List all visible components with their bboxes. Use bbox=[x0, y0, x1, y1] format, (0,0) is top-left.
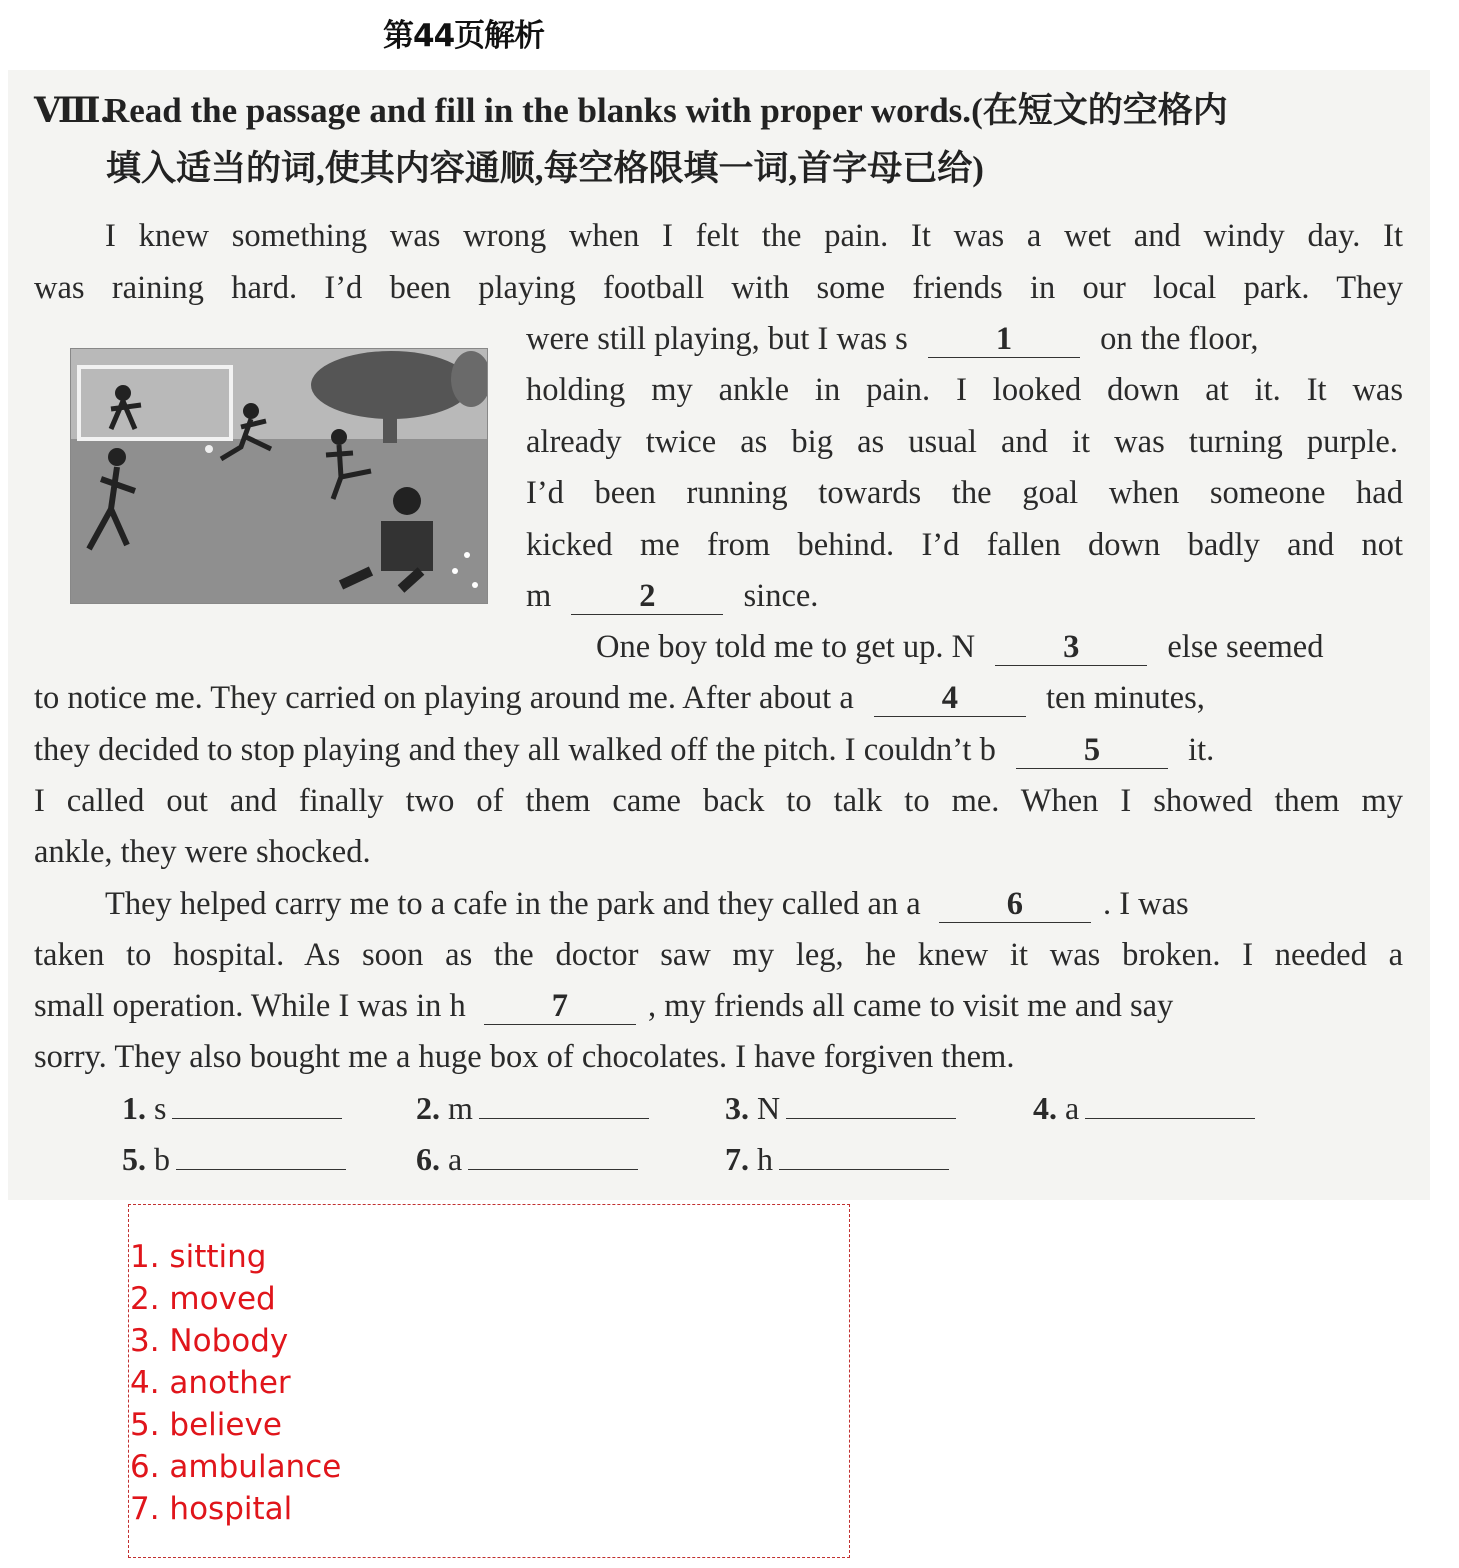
blank-2: 2 bbox=[571, 578, 723, 615]
option-letter: b bbox=[154, 1141, 170, 1177]
option-letter: N bbox=[757, 1090, 781, 1126]
football-illustration-image bbox=[70, 348, 488, 604]
passage-text: They helped carry me to a cafe in the park and they called an a bbox=[105, 886, 921, 922]
instruction-cn-1: (在短文的空格内 bbox=[971, 91, 1228, 130]
option-number: 2. bbox=[416, 1090, 440, 1126]
blank-6: 6 bbox=[939, 886, 1091, 923]
option-7 bbox=[725, 1141, 949, 1178]
passage-text: m bbox=[526, 578, 552, 614]
passage-line bbox=[34, 986, 1173, 1026]
exercise-heading bbox=[34, 82, 1414, 198]
blank-5: 5 bbox=[1016, 732, 1168, 769]
option-letter: a bbox=[448, 1141, 463, 1177]
option-number: 4. bbox=[1033, 1090, 1057, 1126]
passage-line: taken to hospital. As soon as the doctor saw my leg, he knew it was broken. I needed a bbox=[34, 937, 1403, 973]
passage-line bbox=[105, 884, 1189, 924]
answer-item: 4. another bbox=[130, 1365, 291, 1401]
option-3 bbox=[725, 1090, 956, 1127]
passage-text: . I was bbox=[1102, 886, 1189, 922]
answer-line bbox=[786, 1090, 956, 1119]
answer-line bbox=[468, 1141, 638, 1170]
passage-line: holding my ankle in pain. I looked down at it. It was bbox=[526, 372, 1403, 408]
passage-text: One boy told me to get up. N bbox=[596, 629, 976, 665]
passage-text: else seemed bbox=[1167, 629, 1324, 665]
option-number: 7. bbox=[725, 1141, 749, 1177]
passage-text: were still playing, but I was s bbox=[526, 321, 908, 357]
blank-4: 4 bbox=[874, 680, 1026, 717]
passage-line: I knew something was wrong when I felt the pain. It was a wet and windy day. It bbox=[105, 218, 1403, 254]
passage-line: sorry. They also bought me a huge box of chocolates. I have forgiven them. bbox=[34, 1039, 1015, 1075]
passage-line: I’d been running towards the goal when someone had bbox=[526, 475, 1403, 511]
passage-text: it. bbox=[1188, 732, 1215, 768]
passage-line: I called out and finally two of them came back to talk to me. When I showed them my bbox=[34, 783, 1403, 819]
passage-line bbox=[526, 319, 1259, 359]
option-letter: a bbox=[1065, 1090, 1080, 1126]
passage-line bbox=[596, 627, 1323, 667]
answer-item: 7. hospital bbox=[130, 1491, 293, 1527]
instruction-en: Read the passage and fill in the blanks with proper words. bbox=[104, 91, 972, 130]
answer-line bbox=[172, 1090, 342, 1119]
instruction-cn-2: 填入适当的词,使其内容通顺,每空格限填一词,首字母已给) bbox=[106, 149, 984, 188]
passage-text: , my friends all came to visit me and say bbox=[648, 988, 1174, 1024]
option-letter: m bbox=[448, 1090, 473, 1126]
blank-7: 7 bbox=[484, 988, 636, 1025]
answer-line bbox=[176, 1141, 346, 1170]
answer-item: 2. moved bbox=[130, 1281, 276, 1317]
option-5 bbox=[122, 1141, 346, 1178]
passage-line: kicked me from behind. I’d fallen down badly and not bbox=[526, 527, 1403, 563]
passage-text: on the floor, bbox=[1100, 321, 1259, 357]
passage-text: since. bbox=[743, 578, 819, 614]
section-numeral: Ⅷ. bbox=[34, 91, 110, 130]
option-number: 1. bbox=[122, 1090, 146, 1126]
option-1 bbox=[122, 1090, 342, 1127]
answer-item: 5. believe bbox=[130, 1407, 282, 1443]
passage-text: to notice me. They carried on playing around me. After about a bbox=[34, 680, 854, 716]
option-number: 5. bbox=[122, 1141, 146, 1177]
passage-line: ankle, they were shocked. bbox=[34, 834, 371, 870]
passage-line bbox=[526, 576, 818, 616]
passage-line bbox=[34, 678, 1205, 718]
answer-line bbox=[779, 1141, 949, 1170]
passage-text: small operation. While I was in h bbox=[34, 988, 466, 1024]
passage-text: ten minutes, bbox=[1046, 680, 1205, 716]
answer-line bbox=[479, 1090, 649, 1119]
option-6 bbox=[416, 1141, 638, 1178]
passage-line bbox=[34, 730, 1214, 770]
answer-line bbox=[1085, 1090, 1255, 1119]
passage-text: they decided to stop playing and they all walked off the pitch. I couldn’t b bbox=[34, 732, 996, 768]
passage-line: was raining hard. I’d been playing football with some friends in our local park. They bbox=[34, 270, 1403, 306]
page-title: 第44页解析 bbox=[383, 18, 545, 54]
answer-item: 1. sitting bbox=[130, 1239, 267, 1275]
blank-1: 1 bbox=[928, 321, 1080, 358]
option-number: 3. bbox=[725, 1090, 749, 1126]
passage-line: already twice as big as usual and it was turning purple. bbox=[526, 424, 1398, 460]
option-number: 6. bbox=[416, 1141, 440, 1177]
blank-3: 3 bbox=[995, 629, 1147, 666]
answer-item: 6. ambulance bbox=[130, 1449, 342, 1485]
answer-item: 3. Nobody bbox=[130, 1323, 289, 1359]
option-letter: s bbox=[154, 1090, 167, 1126]
option-letter: h bbox=[757, 1141, 773, 1177]
option-4 bbox=[1033, 1090, 1255, 1127]
option-2 bbox=[416, 1090, 649, 1127]
